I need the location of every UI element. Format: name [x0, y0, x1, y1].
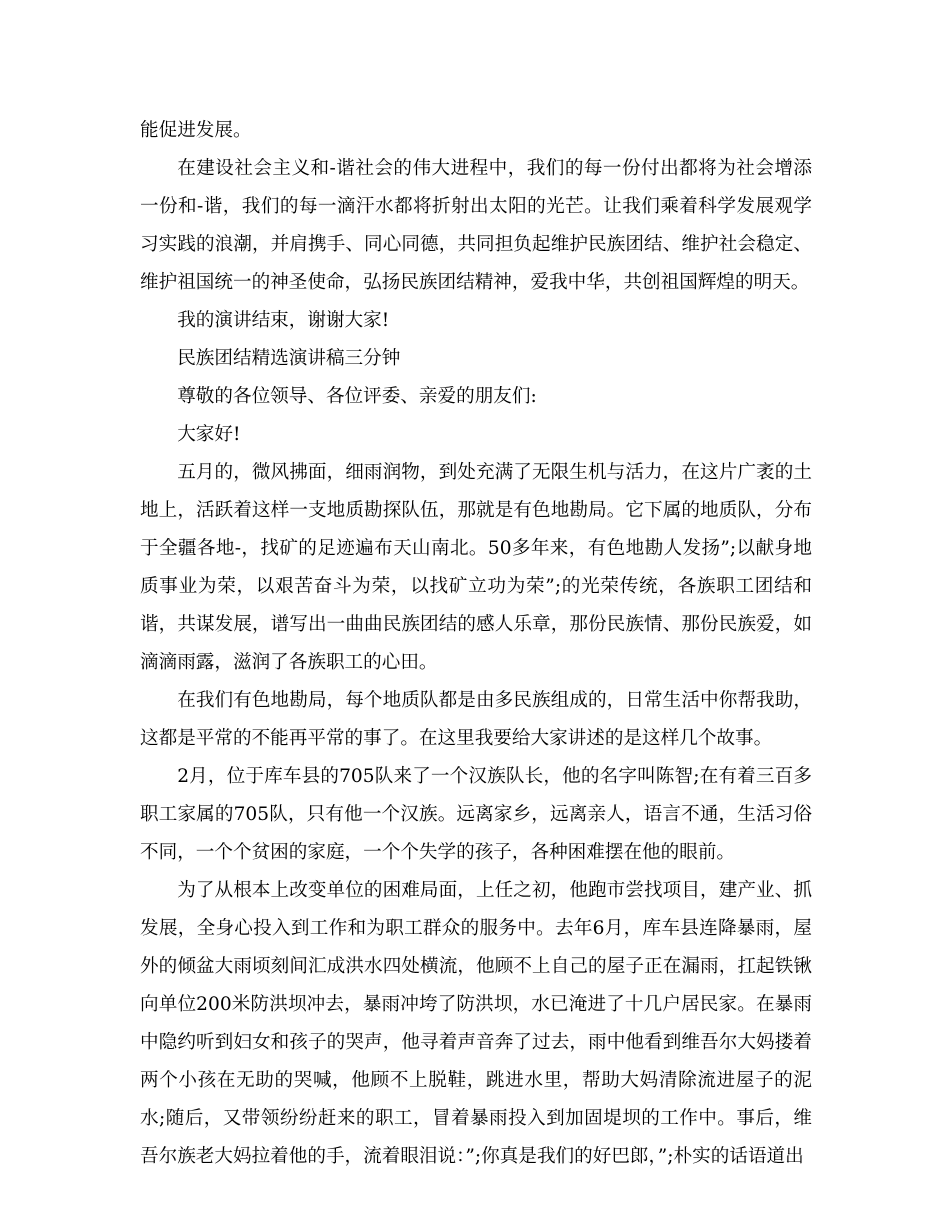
paragraph-flood: 为了从根本上改变单位的困难局面，上任之初，他跑市尝找项目，建产业、抓发展，全身心投入到工作和为职工群众的服务中。去年6月，库车县连降暴雨，屋外的倾盆大雨顷刻间汇成洪水四处横流，他顾不上自己的屋子正在漏雨，扛起铁锹向单位200米防洪坝冲去，暴雨冲垮了防洪坝，水已淹进了十几户居民家。在暴雨中隐约听到妇女和孩子的哭声，他寻着声音奔了过去，雨中他看到维吾尔大妈搂着两个小孩在无助的哭喊，他顾不上脱鞋，跳进水里，帮助大妈清除流进屋子的泥水;随后，又带领纷纷赶来的职工，冒着暴雨投入到加固堤坝的工作中。事后，维吾尔族老大妈拉着他的手，流着眼泪说：”;你真是我们的好巴郎，”;朴实的话语道出 — [140, 880, 812, 1167]
salutation: 尊敬的各位领导、各位评委、亲爱的朋友们: — [177, 386, 537, 407]
paragraph-harmony: 在建设社会主义和-谐社会的伟大进程中，我们的每一份付出都将为社会增添一份和-谐，我们的每一滴汗水都将折射出太阳的光芒。让我们乘着科学发展观学习实践的浪潮，并肩携手、同心同德，共同担负起维护民族团结、维护社会稳定、维护祖国统一的神圣使命，弘扬民族团结精神，爱我中华，共创祖国辉煌的明天。 — [140, 158, 812, 293]
paragraph-bureau: 在我们有色地勘局，每个地质队都是由多民族组成的，日常生活中你帮我助，这都是平常的不能再平常的事了。在这里我要给大家讲述的是这样几个故事。 — [140, 690, 812, 749]
greeting: 大家好! — [177, 424, 241, 445]
paragraph-may: 五月的，微风拂面，细雨润物，到处充满了无限生机与活力，在这片广袤的土地上，活跃着这样一支地质勘探队伍，那就是有色地勘局。它下属的地质队，分布于全疆各地-，找矿的足迹遍布天山南北。50多年来，有色地勘人发扬”;以献身地质事业为荣，以艰苦奋斗为荣，以找矿立功为荣”;的光荣传统，各族职工团结和谐，共谋发展，谱写出一曲曲民族团结的感人乐章，那份民族情、那份民族爱，如滴滴雨露，滋润了各族职工的心田。 — [140, 462, 812, 673]
section-title: 民族团结精选演讲稿三分钟 — [177, 348, 401, 369]
paragraph-speech-end: 我的演讲结束，谢谢大家! — [177, 310, 390, 331]
paragraph-february: 2月，位于库车县的705队来了一个汉族队长，他的名字叫陈智;在有着三百多职工家属的705队，只有他一个汉族。远离家乡，远离亲人，语言不通，生活习俗不同，一个个贫困的家庭，一个个失学的孩子，各种困难摆在他的眼前。 — [140, 766, 812, 863]
paragraph-continuation: 能促进发展。 — [140, 120, 252, 141]
document-body — [140, 112, 812, 1176]
